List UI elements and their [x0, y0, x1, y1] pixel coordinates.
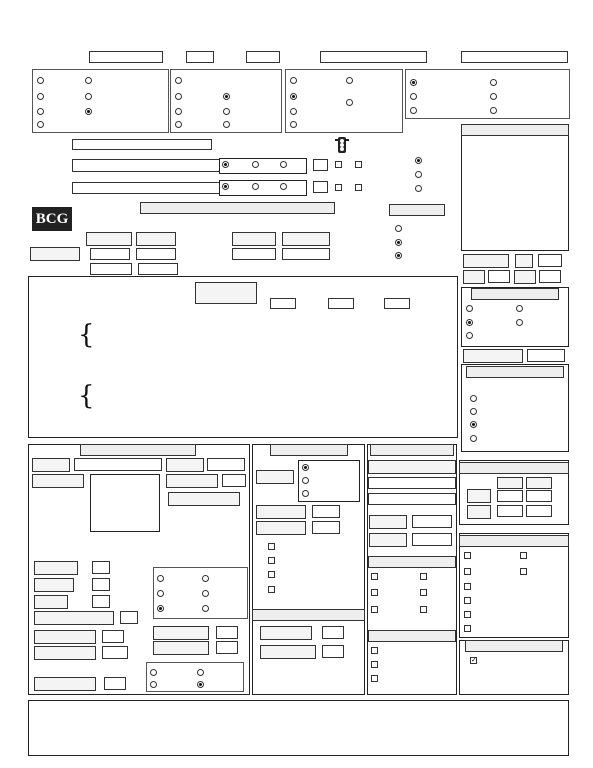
otros-panel: [459, 533, 569, 638]
apariencia-button[interactable]: [282, 232, 330, 246]
grandes-grande[interactable]: [410, 94, 420, 102]
grandes-pequeno[interactable]: [410, 108, 420, 116]
tienda-title: [80, 444, 196, 456]
islas-title: [466, 366, 564, 378]
cw-manual-check[interactable]: [268, 544, 278, 552]
tarjetas-title: [465, 640, 563, 652]
nombre-cadenas-button[interactable]: [368, 460, 456, 474]
comidas-title: [368, 556, 456, 568]
ubicacion-c-rural[interactable]: [37, 122, 47, 130]
registradoras-button[interactable]: [153, 626, 209, 640]
garajes-field[interactable]: [312, 505, 340, 518]
gondolas-field[interactable]: [104, 677, 126, 690]
pago-isla[interactable]: [466, 320, 476, 328]
pago-tc[interactable]: [466, 333, 476, 341]
dsl-dias-field[interactable]: [526, 505, 552, 517]
cadena-name-2[interactable]: [368, 493, 456, 505]
check-principal-a[interactable]: [335, 162, 345, 170]
acpm-brace: {: [78, 381, 95, 411]
acceso-na[interactable]: [415, 158, 425, 166]
otros-rep-llantas[interactable]: [464, 612, 474, 620]
area-41-80[interactable]: [157, 606, 167, 614]
accesos-otro[interactable]: [346, 100, 356, 108]
tipo-tienda-button[interactable]: [32, 474, 84, 488]
otros-title: [459, 535, 569, 547]
otros-otros[interactable]: [520, 569, 530, 577]
vol-gasol-field[interactable]: [90, 263, 132, 275]
eval-acc-del-field[interactable]: [136, 248, 176, 260]
grandes-especialista[interactable]: [490, 80, 500, 88]
otros-c-aceite[interactable]: [464, 626, 474, 634]
mediana-principal-sin[interactable]: [222, 162, 232, 170]
mediana-secund-sin[interactable]: [222, 184, 232, 192]
operacion-group: [170, 69, 282, 133]
ubicacion-group: [32, 69, 169, 133]
pct-header: [497, 477, 523, 489]
tercera-calle-check[interactable]: [355, 185, 365, 193]
gas-dias-field[interactable]: [526, 490, 552, 502]
estacionamientos-field[interactable]: [102, 646, 128, 659]
cadena-title: [370, 444, 454, 456]
traffic-light-icon: [335, 136, 349, 154]
ventas-m-field[interactable]: [207, 458, 245, 471]
comida-pizza[interactable]: [420, 590, 430, 598]
variedad-button[interactable]: [34, 611, 114, 625]
notes-area[interactable]: [28, 700, 569, 756]
tam-mediana[interactable]: [197, 670, 207, 678]
lv-field[interactable]: [538, 254, 562, 267]
ubicacion-na[interactable]: [37, 78, 47, 86]
area-81-120[interactable]: [202, 576, 212, 584]
comida-otras[interactable]: [420, 607, 430, 615]
carwash-tipo-button[interactable]: [256, 470, 294, 484]
area-160[interactable]: [202, 606, 212, 614]
dsl-credito-button[interactable]: [467, 505, 491, 519]
lav-mes-button[interactable]: [256, 521, 306, 535]
accesos-medianera[interactable]: [290, 94, 300, 102]
mediana-secund-tot[interactable]: [280, 184, 290, 192]
lav-mes-field[interactable]: [312, 521, 340, 534]
pago-surtidor[interactable]: [516, 320, 558, 328]
otros-kiosko[interactable]: [464, 569, 474, 577]
servida-cena[interactable]: [371, 676, 381, 684]
surtidor-electronico[interactable]: [395, 240, 405, 248]
psa-gas3-field[interactable]: [384, 298, 410, 309]
gasolina-brace: {: [78, 320, 95, 350]
comida-pollo[interactable]: [420, 574, 430, 582]
sillas-tienda-button[interactable]: [153, 641, 209, 655]
estacionamientos-button[interactable]: [34, 646, 96, 660]
servida-almuer[interactable]: [371, 662, 381, 670]
cambios-title: [252, 609, 365, 621]
garajes-button[interactable]: [256, 505, 306, 519]
carwash-automatico[interactable]: [302, 491, 312, 499]
tam-pequena[interactable]: [150, 682, 160, 690]
operacion-otro[interactable]: [223, 94, 233, 102]
surtidor-title: [389, 204, 445, 216]
psa-extra-field[interactable]: [328, 298, 354, 309]
variedad-field[interactable]: [120, 611, 138, 624]
servidas-title: [368, 630, 456, 642]
cambios-garajes-button[interactable]: [260, 626, 312, 640]
acc-del-button[interactable]: [136, 232, 176, 246]
otros-cafe-bar[interactable]: [464, 598, 474, 606]
cadena-name-1[interactable]: [368, 477, 456, 489]
islas-toll-gate[interactable]: [470, 436, 480, 444]
islas-4-6-square[interactable]: [470, 422, 480, 430]
puertas-neveras-button[interactable]: [34, 630, 96, 644]
tienda-marca-button[interactable]: [32, 458, 70, 472]
tam-grande[interactable]: [197, 682, 207, 690]
pos-simul-button[interactable]: [195, 282, 257, 304]
pago-na[interactable]: [466, 306, 476, 314]
mediana-principal-tot[interactable]: [280, 162, 290, 170]
accesos-esq-1[interactable]: [346, 78, 396, 86]
peatones-button[interactable]: [34, 578, 74, 592]
cadena-ventas-field[interactable]: [412, 515, 452, 528]
carriles-pago-button[interactable]: [463, 349, 523, 363]
acceso-cercana[interactable]: [415, 172, 425, 180]
otros-restauran[interactable]: [464, 553, 474, 561]
psa-corr-field[interactable]: [270, 298, 296, 309]
sab-field[interactable]: [488, 270, 510, 283]
barrio-field[interactable]: [461, 51, 568, 63]
horas-tienda-field[interactable]: [222, 474, 246, 487]
id-field[interactable]: [186, 51, 214, 63]
check-secund-a[interactable]: [335, 185, 345, 193]
operacion-dodo[interactable]: [175, 122, 185, 130]
cadena-ventas-button[interactable]: [369, 515, 407, 529]
apariencia-tienda-field[interactable]: [92, 561, 110, 574]
cw-camion-check[interactable]: [268, 587, 278, 595]
grandes-otro[interactable]: [490, 94, 500, 102]
two-calles-check[interactable]: [355, 162, 365, 170]
terreno-title: [461, 124, 569, 136]
vendidos-title: [168, 492, 240, 506]
operacion-en-const[interactable]: [223, 122, 233, 130]
pago-caseta[interactable]: [516, 306, 526, 314]
tarjeta-credito-check[interactable]: ✓: [471, 657, 477, 665]
ventas-m-button[interactable]: [166, 458, 204, 472]
sab-button[interactable]: [463, 270, 485, 284]
precios-tienda-field[interactable]: [92, 595, 110, 608]
marca-field[interactable]: [89, 51, 163, 63]
c-principal-field[interactable]: [72, 159, 220, 172]
acc-gasol-button[interactable]: [86, 232, 132, 246]
comida-donuts[interactable]: [371, 574, 381, 582]
precios-tienda-button[interactable]: [34, 595, 68, 609]
zona-field[interactable]: [246, 51, 280, 63]
cambios-garajes-field[interactable]: [322, 626, 344, 639]
ubicacion-hipermercado[interactable]: [85, 94, 95, 102]
horas-tienda-button[interactable]: [166, 474, 218, 488]
visibilidad-button[interactable]: [232, 232, 276, 246]
acceso-lejana[interactable]: [415, 186, 425, 194]
puertas-field[interactable]: [102, 630, 124, 643]
eval-apariencia-field[interactable]: [282, 248, 330, 260]
cadena-sillas-field[interactable]: [412, 533, 452, 546]
otros-cajero[interactable]: [520, 553, 530, 561]
dias-header: [526, 477, 552, 489]
ubicacion-carretera[interactable]: [85, 109, 95, 117]
mediana-principal-par[interactable]: [252, 162, 262, 170]
credito-title: [459, 462, 569, 474]
operacion-na[interactable]: [175, 78, 185, 86]
registradoras-field[interactable]: [216, 626, 238, 639]
tam-na[interactable]: [150, 670, 160, 678]
cambios-m-field[interactable]: [322, 645, 344, 658]
cadena-sillas-button[interactable]: [369, 533, 407, 547]
servida-desayuno[interactable]: [371, 648, 381, 656]
direccion-field[interactable]: [72, 139, 212, 150]
operacion-cerrada[interactable]: [223, 109, 233, 117]
gas-credito-button[interactable]: [467, 489, 491, 503]
carwash-title: [270, 444, 348, 456]
islas-na[interactable]: [470, 396, 480, 404]
sillas-tienda-field[interactable]: [216, 641, 238, 654]
mediana-principal-box: [219, 158, 307, 174]
area-121-160[interactable]: [202, 591, 212, 599]
cw-secado-check[interactable]: [268, 558, 278, 566]
surtidor-mecanico[interactable]: [395, 226, 405, 234]
operacion-codo[interactable]: [175, 94, 185, 102]
area-na[interactable]: [157, 576, 167, 584]
carwash-manual[interactable]: [302, 478, 312, 486]
surtidor-mpd[interactable]: [395, 253, 405, 261]
islas-otro[interactable]: [470, 409, 480, 417]
apariencia-tienda-button[interactable]: [34, 561, 78, 575]
bcg-logo: BCG: [32, 207, 72, 231]
peatones-field[interactable]: [92, 578, 110, 591]
grandes-na[interactable]: [410, 80, 420, 88]
grandes-mayorista[interactable]: [490, 108, 500, 116]
comida-hambu[interactable]: [371, 590, 381, 598]
gondolas-button[interactable]: [34, 677, 96, 691]
cw-automat-check[interactable]: [268, 572, 278, 580]
dom-button[interactable]: [514, 270, 536, 284]
ubicacion-c-urbana[interactable]: [37, 109, 47, 117]
accesos-esquinera[interactable]: [290, 109, 300, 117]
ubicacion-centro[interactable]: [37, 94, 47, 102]
otros-tba[interactable]: [464, 584, 474, 592]
terreno-panel: [461, 124, 569, 251]
accesos-na[interactable]: [290, 78, 300, 86]
lv-button[interactable]: [515, 254, 533, 268]
tam-gondolas-group: [146, 662, 244, 692]
eval-acc-gasol-field[interactable]: [90, 248, 130, 260]
accesos-interseccion[interactable]: [290, 122, 300, 130]
gas-pct-field[interactable]: [497, 490, 523, 502]
dom-field[interactable]: [539, 270, 561, 283]
grandes-group: [405, 69, 570, 119]
tienda-marca-field[interactable]: [74, 458, 162, 471]
horas-oper-button[interactable]: [463, 254, 509, 268]
cambios-m-button[interactable]: [260, 645, 316, 659]
accesos-group: [285, 69, 403, 133]
mediana-secund-par[interactable]: [252, 184, 262, 192]
area-40[interactable]: [157, 591, 167, 599]
operacion-coco[interactable]: [175, 109, 185, 117]
area-group: [153, 567, 248, 619]
eval-visibilidad-field[interactable]: [232, 248, 276, 260]
nombre-field[interactable]: [320, 51, 427, 63]
carwash-na[interactable]: [302, 465, 312, 473]
mediana-secund-box: [219, 180, 307, 196]
ubicacion-centro-comercial[interactable]: [85, 78, 95, 86]
pago-title: [471, 288, 559, 300]
tipo-tienda-box: [90, 474, 160, 532]
carriles-principal-field[interactable]: [313, 159, 328, 171]
dsl-pct-field[interactable]: [497, 505, 523, 517]
carriles-pago-field[interactable]: [527, 349, 565, 362]
c-secund-field[interactable]: [72, 182, 220, 194]
vol-del-field[interactable]: [138, 263, 178, 275]
comida-sandwich[interactable]: [371, 607, 381, 615]
eval-title: [140, 202, 335, 214]
carriles-secund-field[interactable]: [313, 181, 328, 193]
evaluaciones-button[interactable]: [30, 247, 80, 261]
